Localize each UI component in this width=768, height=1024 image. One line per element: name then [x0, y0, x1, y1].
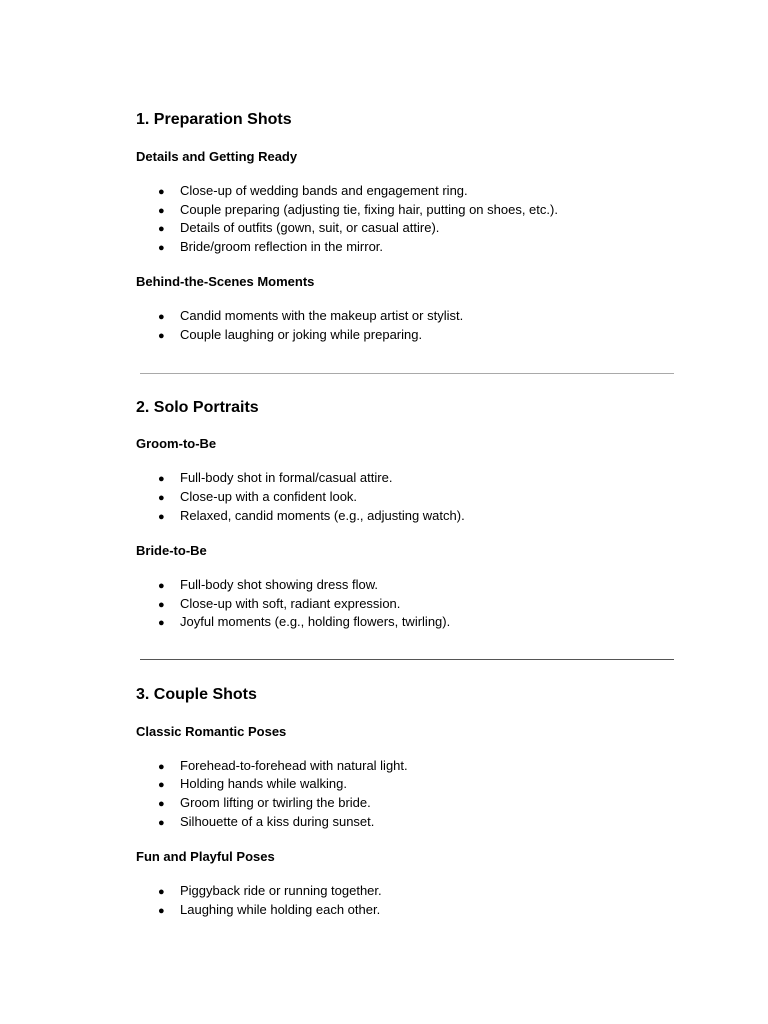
- subsection-title: Bride-to-Be: [136, 543, 207, 558]
- bullet-icon: ●: [158, 580, 165, 592]
- list-item-text: Close-up with a confident look.: [180, 489, 358, 504]
- list-item: [158, 577, 378, 594]
- bullet-icon: ●: [158, 617, 165, 629]
- subsection-title: Details and Getting Ready: [136, 149, 298, 164]
- list-item: [158, 614, 450, 631]
- list-item: [158, 883, 382, 900]
- section-heading: 2. Solo Portraits: [136, 399, 259, 416]
- bullet-icon: ●: [158, 817, 165, 829]
- bullet-icon: ●: [158, 905, 165, 917]
- section-divider: [140, 659, 674, 660]
- list-item: [158, 795, 371, 812]
- list-item-text: Couple laughing or joking while preparing.: [180, 327, 423, 342]
- bullet-icon: ●: [158, 761, 165, 773]
- bullet-icon: ●: [158, 492, 165, 504]
- list-item-text: Silhouette of a kiss during sunset.: [180, 814, 375, 829]
- list-item-text: Holding hands while walking.: [180, 776, 347, 791]
- list-item-text: Couple preparing (adjusting tie, fixing hair, putting on shoes, etc.).: [180, 202, 558, 217]
- list-item: [158, 327, 422, 344]
- bullet-icon: ●: [158, 242, 165, 254]
- bullet-icon: ●: [158, 473, 165, 485]
- list-item-text: Full-body shot showing dress flow.: [180, 577, 378, 592]
- list-item-text: Joyful moments (e.g., holding flowers, twirling).: [180, 614, 451, 629]
- list-item-text: Laughing while holding each other.: [180, 902, 381, 917]
- list-item-text: Relaxed, candid moments (e.g., adjusting watch).: [180, 508, 465, 523]
- bullet-icon: ●: [158, 798, 165, 810]
- list-item: [158, 776, 347, 793]
- list-item-text: Piggyback ride or running together.: [180, 883, 382, 898]
- subsection-title: Classic Romantic Poses: [136, 724, 287, 739]
- list-item: [158, 508, 465, 525]
- list-item: [158, 470, 392, 487]
- list-item: [158, 202, 558, 219]
- bullet-icon: ●: [158, 886, 165, 898]
- list-item: [158, 902, 380, 919]
- subsection-title: Behind-the-Scenes Moments: [136, 274, 315, 289]
- subsection-title: Fun and Playful Poses: [136, 849, 275, 864]
- bullet-icon: ●: [158, 205, 165, 217]
- list-item-text: Candid moments with the makeup artist or stylist.: [180, 308, 464, 323]
- list-item: [158, 758, 408, 775]
- list-item: [158, 308, 463, 325]
- list-item-text: Details of outfits (gown, suit, or casual attire).: [180, 220, 440, 235]
- bullet-icon: ●: [158, 223, 165, 235]
- bullet-icon: ●: [158, 330, 165, 342]
- list-item: [158, 220, 439, 237]
- list-item-text: Bride/groom reflection in the mirror.: [180, 239, 384, 254]
- list-item-text: Forehead-to-forehead with natural light.: [180, 758, 408, 773]
- section-heading: 3. Couple Shots: [136, 686, 257, 703]
- bullet-icon: ●: [158, 599, 165, 611]
- list-item-text: Close-up with soft, radiant expression.: [180, 596, 401, 611]
- list-item-text: Close-up of wedding bands and engagement ring.: [180, 183, 468, 198]
- list-item: [158, 239, 383, 256]
- list-item: [158, 183, 468, 200]
- list-item: [158, 596, 400, 613]
- bullet-icon: ●: [158, 311, 165, 323]
- subsection-title: Groom-to-Be: [136, 436, 217, 451]
- list-item: [158, 814, 374, 831]
- list-item: [158, 489, 357, 506]
- section-divider: [140, 373, 674, 374]
- list-item-text: Groom lifting or twirling the bride.: [180, 795, 371, 810]
- bullet-icon: ●: [158, 186, 165, 198]
- bullet-icon: ●: [158, 511, 165, 523]
- list-item-text: Full-body shot in formal/casual attire.: [180, 470, 393, 485]
- section-heading: 1. Preparation Shots: [136, 111, 292, 128]
- bullet-icon: ●: [158, 779, 165, 791]
